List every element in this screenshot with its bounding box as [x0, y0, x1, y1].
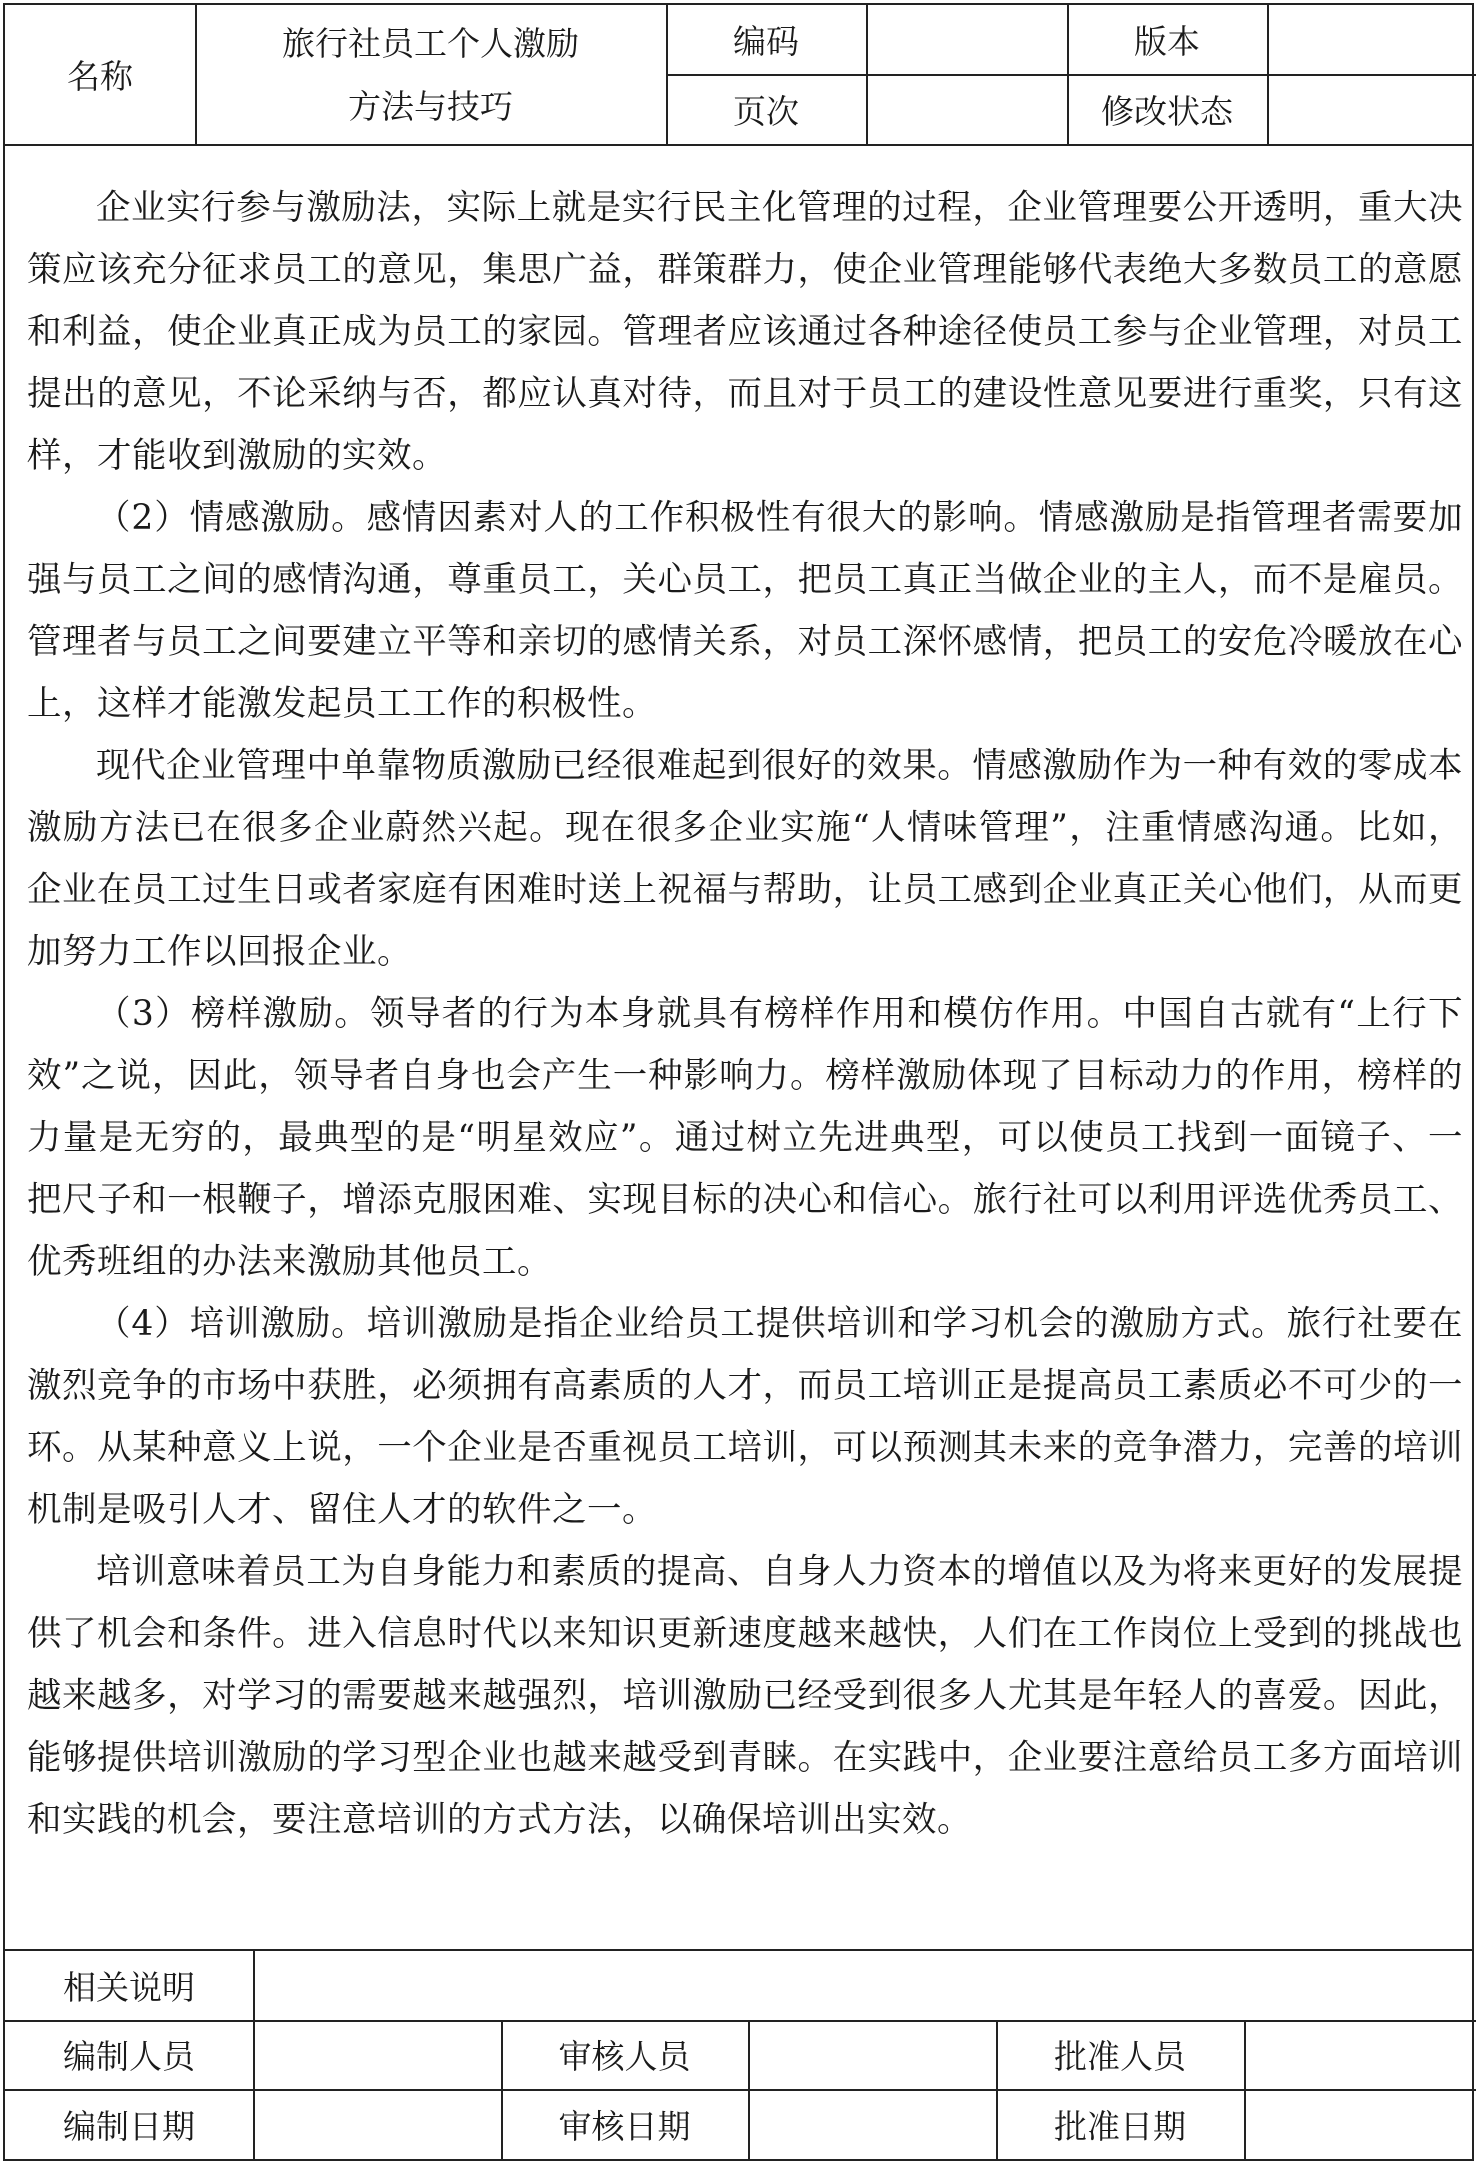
document-title — [195, 5, 666, 144]
compiler-value — [253, 2020, 501, 2089]
page-value — [866, 74, 1067, 144]
approve-date-value — [1244, 2089, 1474, 2159]
reviewer-label: 审核人员 — [558, 2037, 691, 2076]
footer-table — [5, 1949, 1472, 2159]
revision-label: 修改状态 — [1101, 91, 1233, 131]
paragraph: 企业实行参与激励法，实际上就是实行民主化管理的过程，企业管理要公开透明，重大决策应该充分征求员工的意见，集思广益，群策群力，使企业管理能够代表绝大多数员工的意愿和利益，使企业真正成为员工的家园。管理者应该通过各种途径使员工参与企业管理，对员工提出的意见，不论采纳与否，都应认真对待，而且对于员工的建设性意见要进行重奖，只有这样，才能收到激励的实效。 — [27, 188, 1463, 476]
document-title-line1: 旅行社员工个人激励 — [282, 23, 579, 63]
document-sheet — [3, 3, 1474, 2161]
paragraph: （4）培训激励。培训激励是指企业给员工提供培训和学习机会的激励方式。旅行社要在激烈竞争的市场中获胜，必须拥有高素质的人才，而员工培训正是提高员工素质必不可少的一环。从某种意义上说，一个企业是否重视员工培训，可以预测其未来的竞争潜力，完善的培训机制是吸引人才、留住人才的软件之一。 — [27, 1304, 1463, 1530]
approve-date-label: 批准日期 — [1054, 2106, 1186, 2146]
version-label: 版本 — [1134, 22, 1200, 61]
compile-date-value — [253, 2089, 501, 2159]
paragraph: 培训意味着员工为自身能力和素质的提高、自身人力资本的增值以及为将来更好的发展提供了机会和条件。进入信息时代以来知识更新速度越来越快，人们在工作岗位上受到的挑战也越来越多，对学习的需要越来越强烈，培训激励已经受到很多人尤其是年轻人的喜爱。因此，能够提供培训激励的学习型企业也越来越受到青睐。在实践中，企业要注意给员工多方面培训和实践的机会，要注意培训的方式方法，以确保培训出实效。 — [27, 1552, 1463, 1840]
version-value — [1267, 5, 1474, 74]
approver-value — [1244, 2020, 1474, 2089]
notes-label: 相关说明 — [63, 1968, 195, 2007]
header-table — [5, 5, 1472, 146]
name-label: 名称 — [67, 57, 133, 96]
code-label: 编码 — [733, 22, 799, 61]
code-value — [866, 5, 1067, 74]
compiler-label: 编制人员 — [63, 2037, 195, 2076]
paragraph: （2）情感激励。感情因素对人的工作积极性有很大的影响。情感激励是指管理者需要加强与员工之间的感情沟通，尊重员工，关心员工，把员工真正当做企业的主人，而不是雇员。管理者与员工之间要建立平等和亲切的感情关系，对员工深怀感情，把员工的安危冷暖放在心上，这样才能激发起员工工作的积极性。 — [27, 498, 1463, 724]
body-text — [27, 177, 1463, 1851]
review-date-label: 审核日期 — [558, 2106, 691, 2146]
notes-value — [253, 1951, 1474, 2020]
review-date-value — [748, 2089, 996, 2159]
approver-label: 批准人员 — [1054, 2037, 1186, 2076]
paragraph: （3）榜样激励。领导者的行为本身就具有榜样作用和模仿作用。中国自古就有“上行下效”之说，因此，领导者自身也会产生一种影响力。榜样激励体现了目标动力的作用，榜样的力量是无穷的，最典型的是“明星效应”。通过树立先进典型，可以使员工找到一面镜子、一把尺子和一根鞭子，增添克服困难、实现目标的决心和信心。旅行社可以利用评选优秀员工、优秀班组的办法来激励其他员工。 — [27, 994, 1463, 1282]
page-label: 页次 — [733, 91, 799, 131]
revision-value — [1267, 74, 1474, 144]
paragraph: 现代企业管理中单靠物质激励已经很难起到很好的效果。情感激励作为一种有效的零成本激励方法已在很多企业蔚然兴起。现在很多企业实施“人情味管理”，注重情感沟通。比如，企业在员工过生日或者家庭有困难时送上祝福与帮助，让员工感到企业真正关心他们，从而更加努力工作以回报企业。 — [27, 746, 1463, 972]
compile-date-label: 编制日期 — [63, 2106, 195, 2146]
reviewer-value — [748, 2020, 996, 2089]
document-title-line2: 方法与技巧 — [348, 86, 513, 126]
